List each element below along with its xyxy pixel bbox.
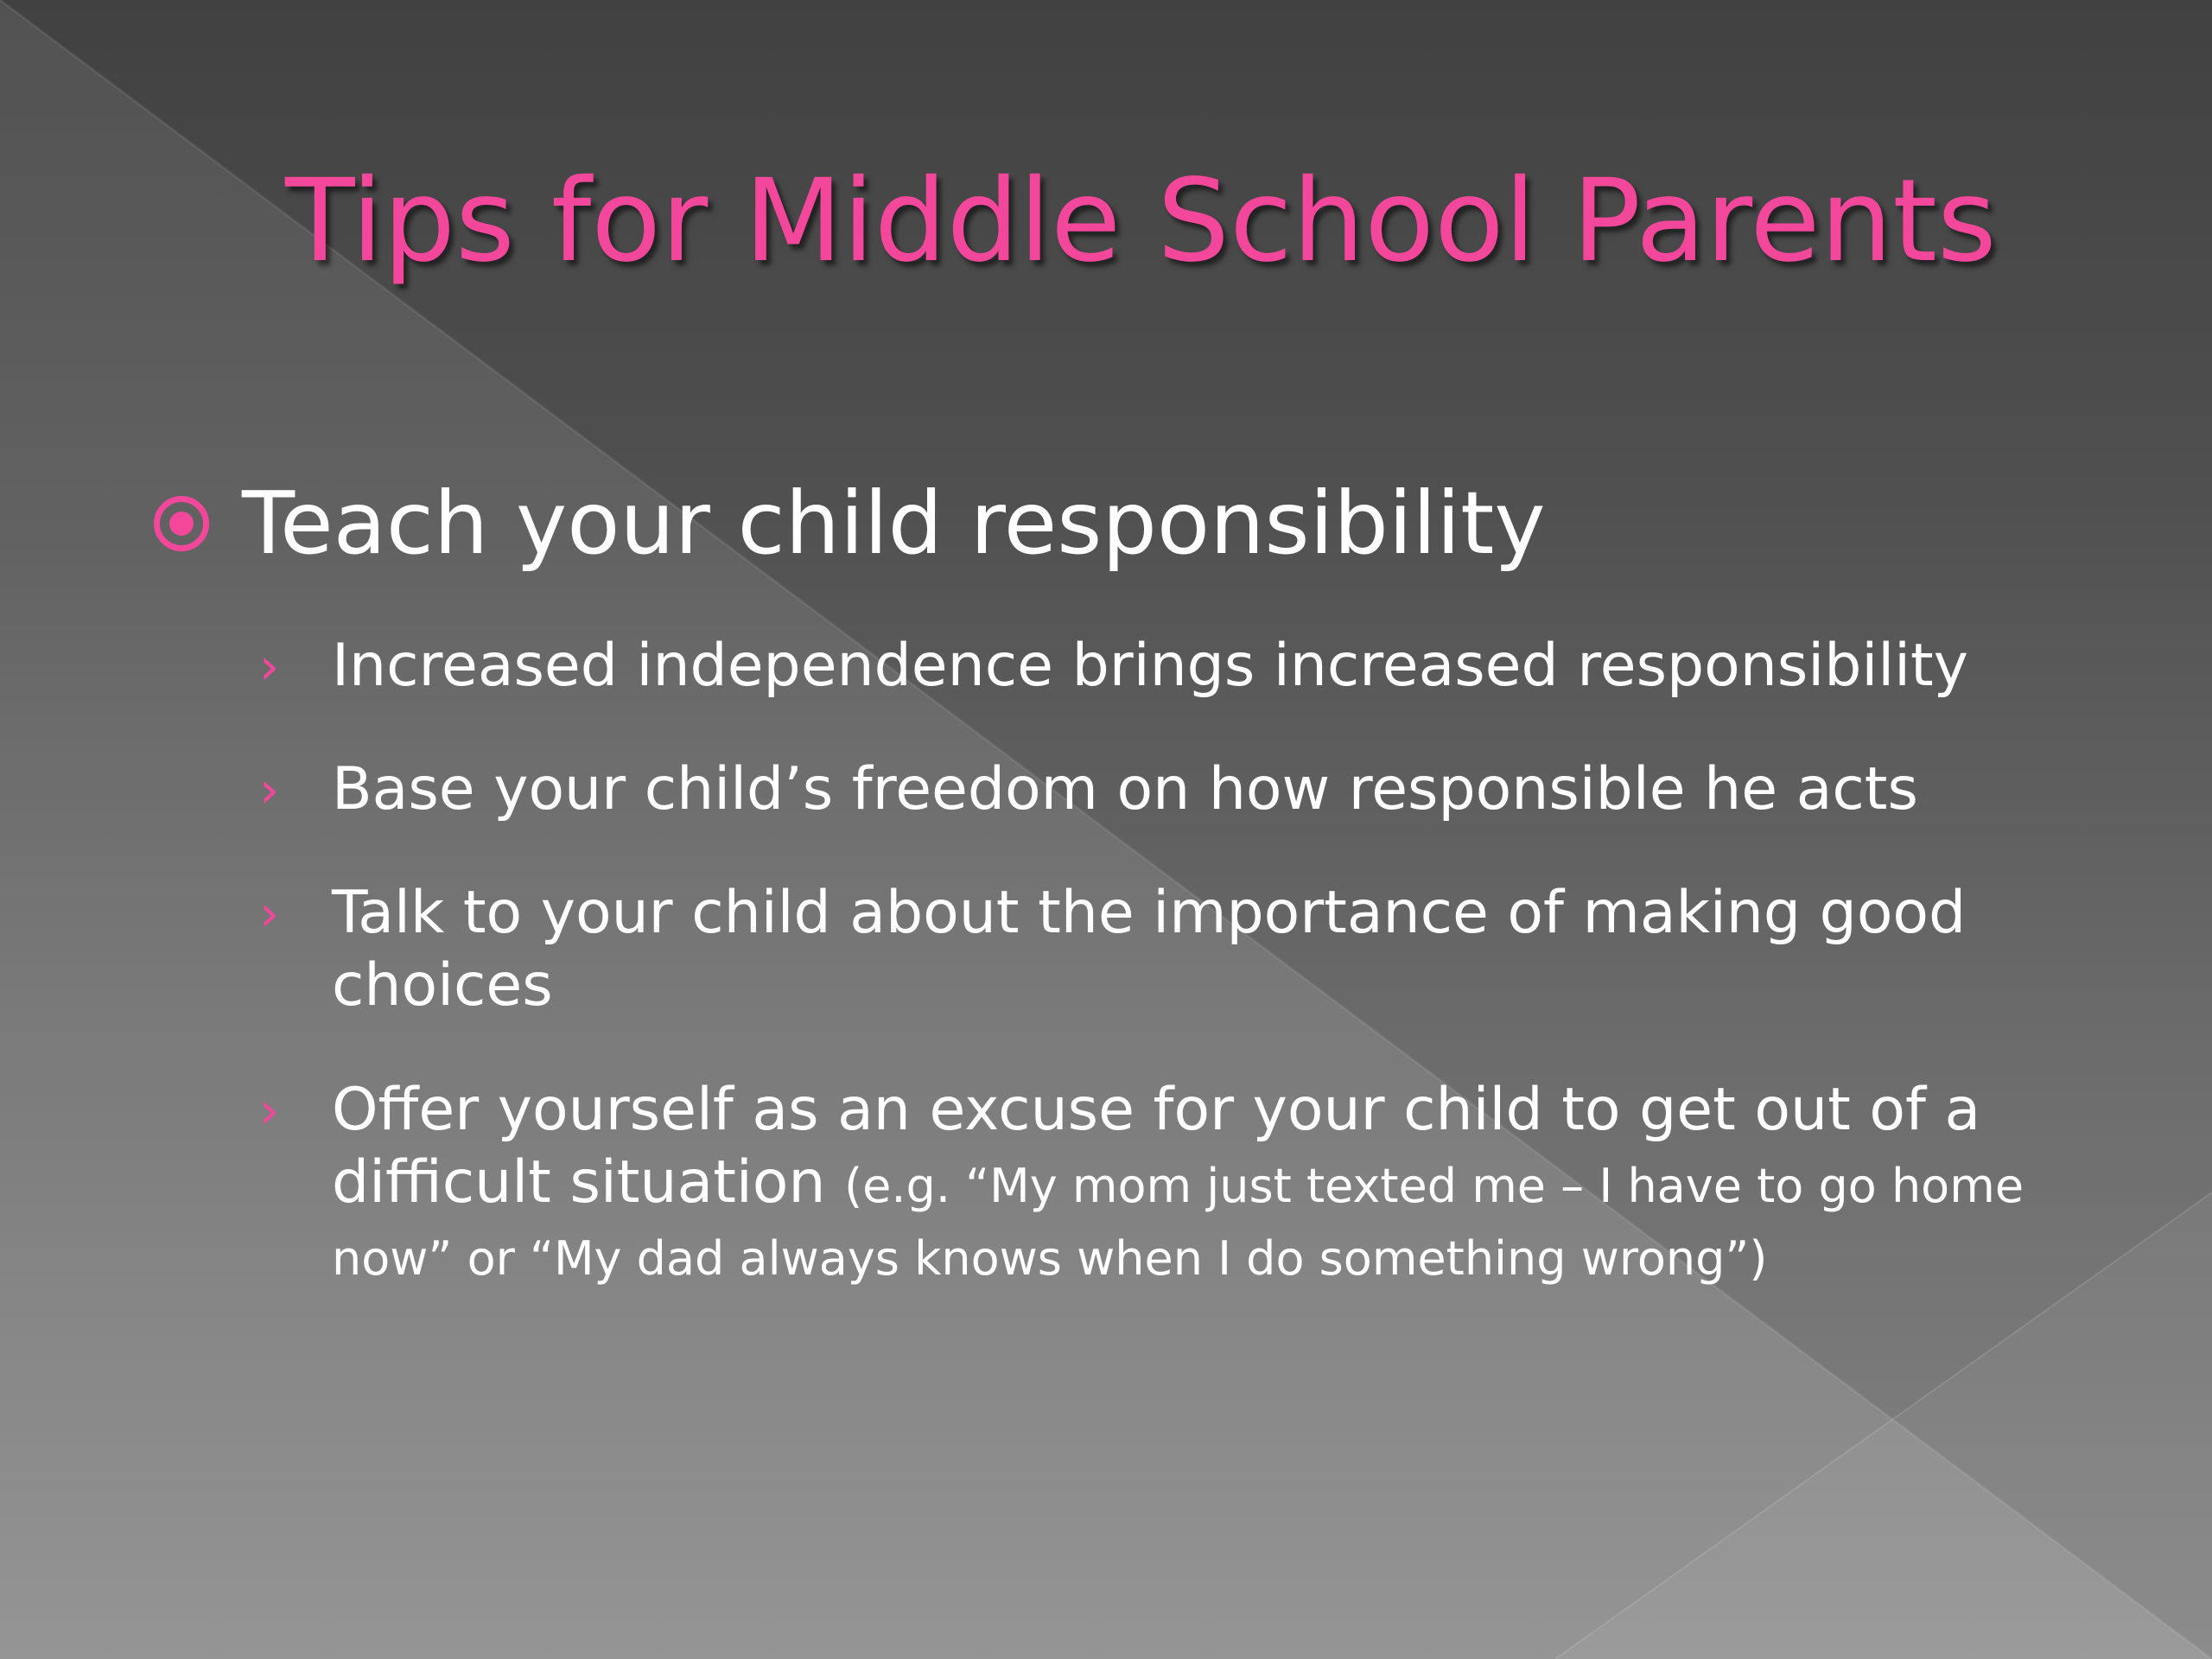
sub-bullet-main-text: Offer yourself as an excuse for your child to get out of a difficult situation xyxy=(332,1076,1981,1217)
sub-bullet xyxy=(259,877,2146,1022)
sub-bullet-text: Increased independence brings increased responsibility xyxy=(332,632,1968,700)
circle-target-icon xyxy=(154,496,209,551)
sub-bullet-example-text: (e.g. “My mom just texted me – I have to go home now” or “My dad always knows when I do something wrong”) xyxy=(332,1159,2024,1286)
sub-bullet-text xyxy=(332,1074,2146,1292)
sub-bullet xyxy=(259,1074,2146,1292)
chevron-right-icon: › xyxy=(259,1081,280,1140)
chevron-right-icon: › xyxy=(259,637,280,696)
bullet-level1-text: Teach your child responsibility xyxy=(242,473,1546,574)
slide-title: Tips for Middle School Parents xyxy=(285,155,1997,288)
target-dot xyxy=(169,512,194,536)
bullet-level1 xyxy=(154,474,1546,573)
sub-bullet-text: Base your child’s freedom on how responsible he acts xyxy=(332,755,1918,823)
sub-bullet-text: Talk to your child about the importance of making good choices xyxy=(332,879,1967,1020)
sub-bullet xyxy=(259,630,2146,702)
chevron-right-icon: › xyxy=(259,884,280,943)
chevron-right-icon: › xyxy=(259,760,280,819)
sub-bullet xyxy=(259,753,2146,826)
